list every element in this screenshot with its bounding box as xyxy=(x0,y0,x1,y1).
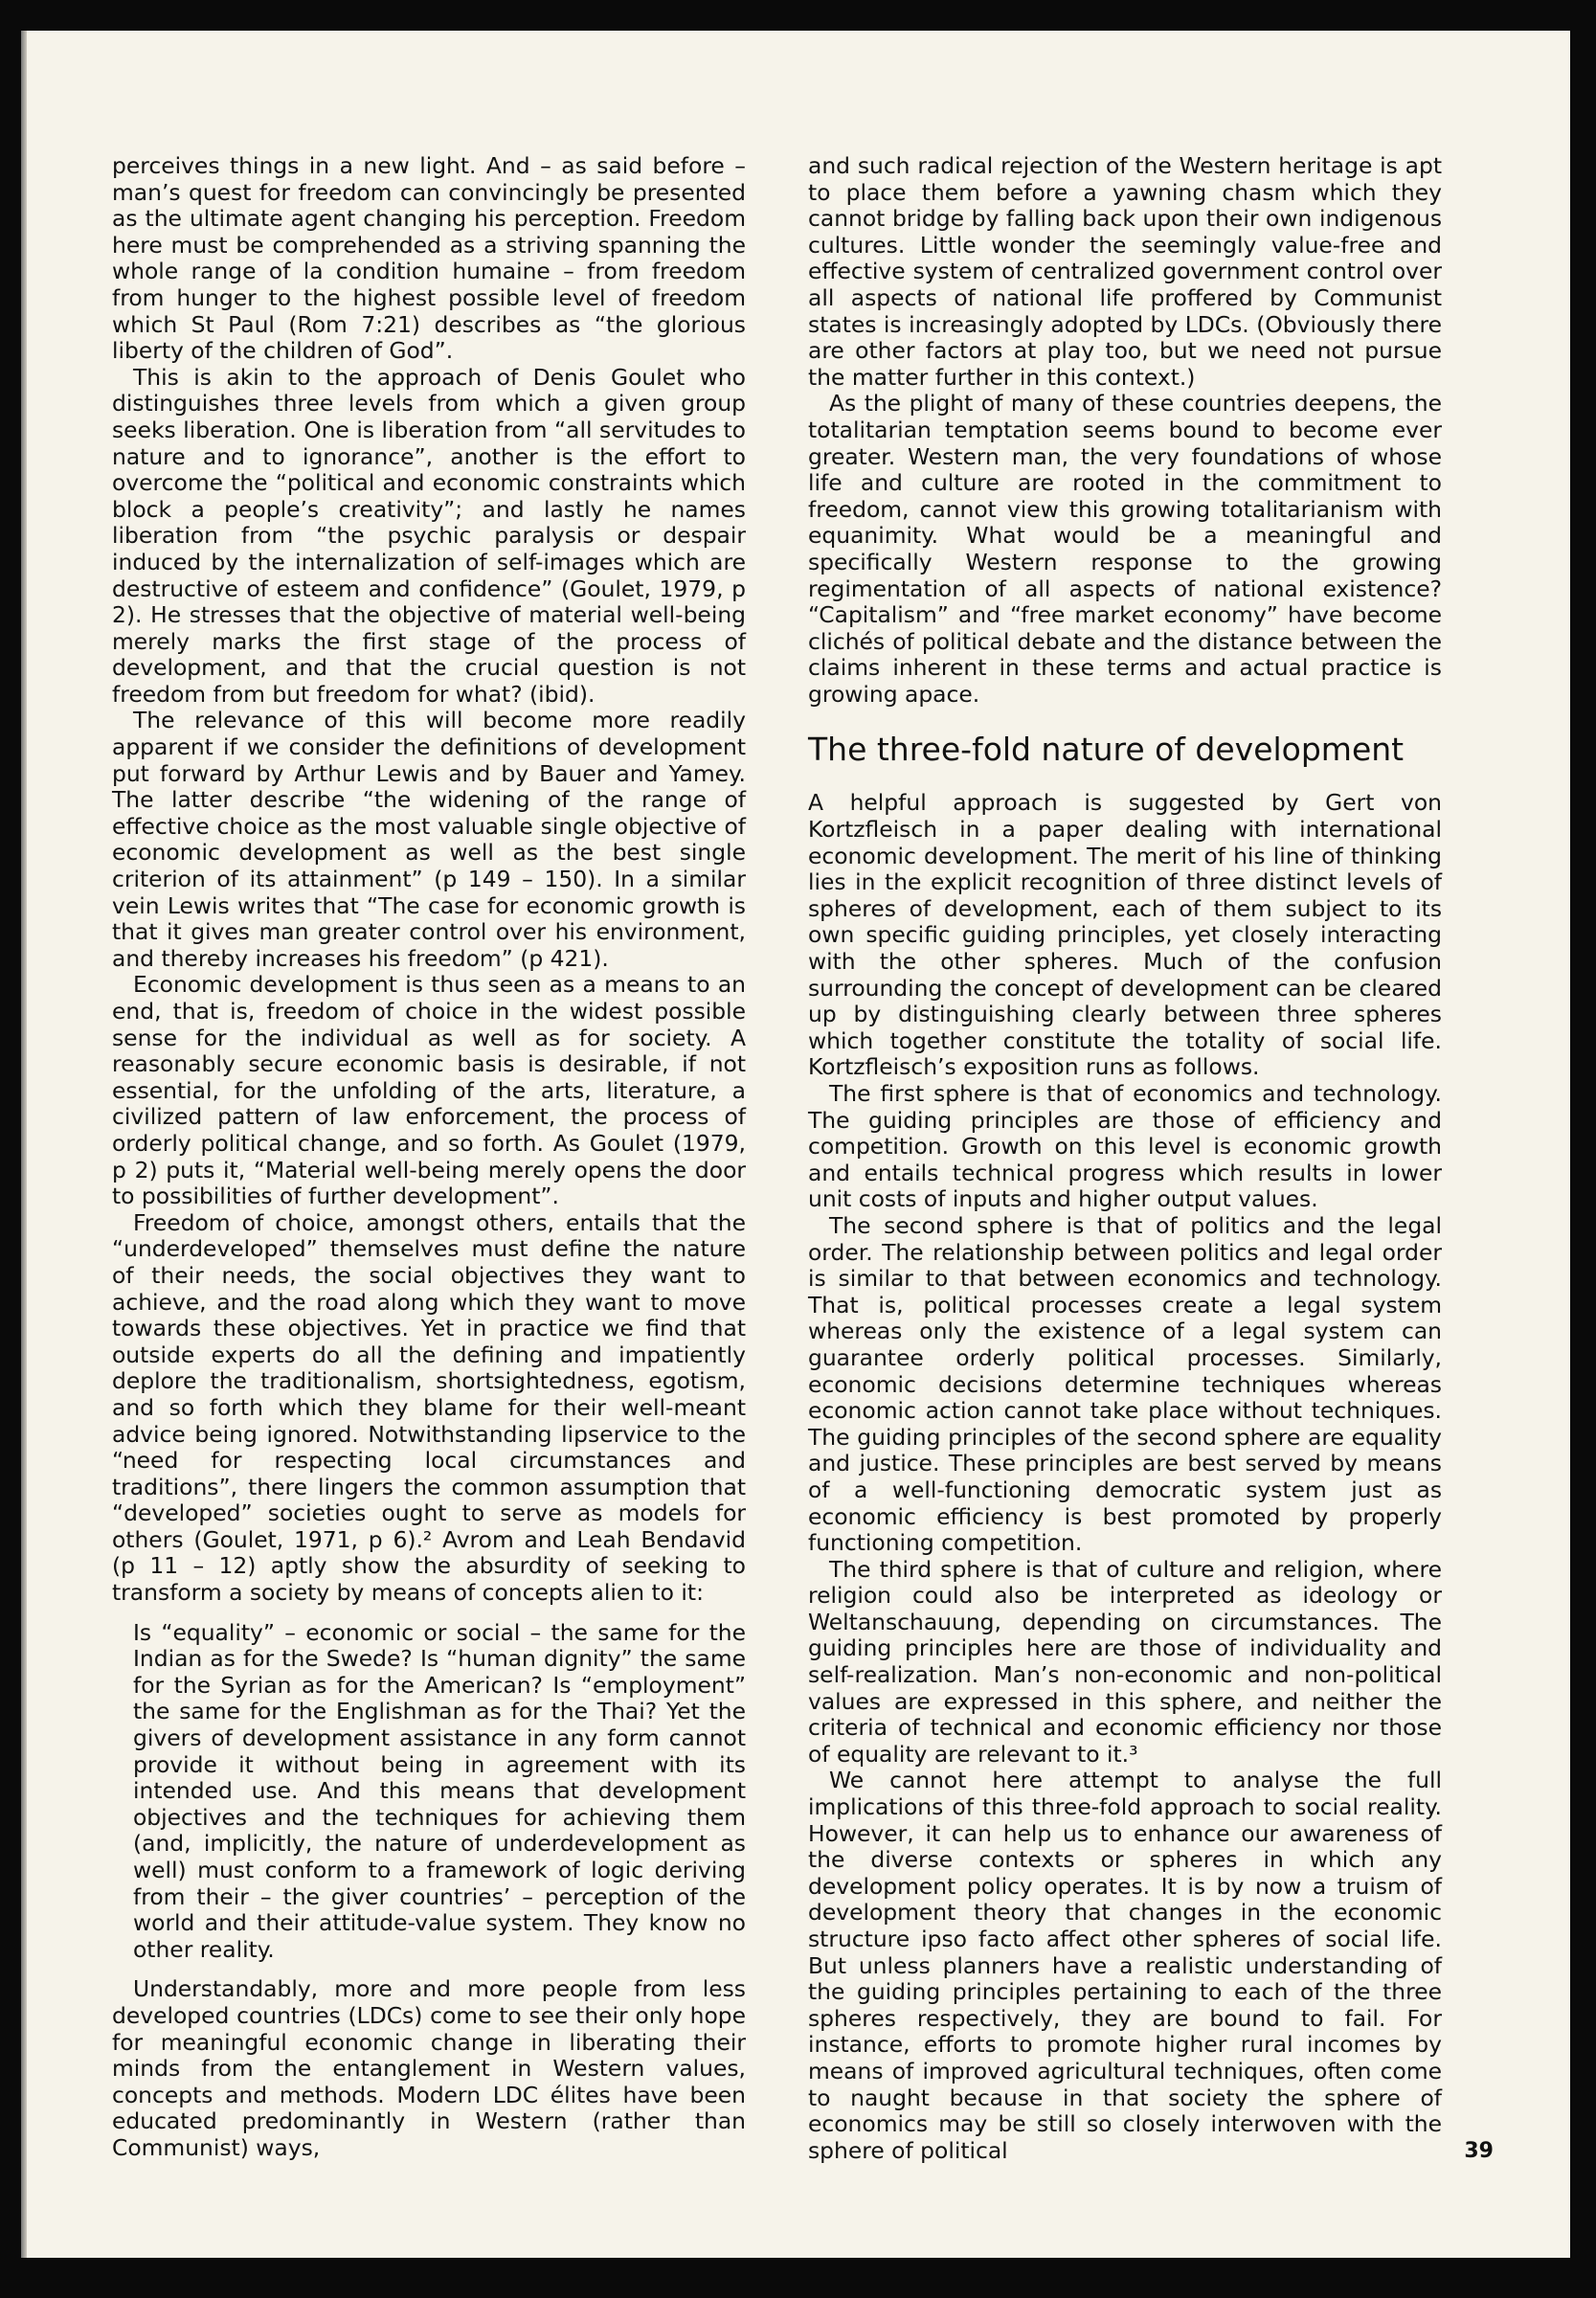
block-quote xyxy=(133,1620,746,1964)
right-column xyxy=(808,153,1442,2164)
left-paragraph-1: perceives things in a new light. And – as said before – man’s quest for freedom can convincingly be presented as the ultimate agent changing his perception. Freedom here must be comprehended as a striving spanning the whole range of la condition humaine – from freedom from hunger to the highest possible level of freedom which St Paul (Rom 7:21) describes as “the glorious liberty of the children of God”. xyxy=(112,152,746,365)
right-paragraph-1: and such radical rejection of the Western heritage is apt to place them before a yawning chasm which they cannot bridge by falling back upon their own indigenous cultures. Little wonder the seemingly value-free and effective system of centralized government control over all aspects of national life proffered by Communist states is increasingly adopted by LDCs. (Obviously there are other factors at play too, but we need not pursue the matter further in this context.) xyxy=(808,152,1442,391)
right-paragraph-2: As the plight of many of these countries deepens, the totalitarian temptation seems bound to become ever greater. Western man, the very foundations of whose life and culture are rooted in the commitment to freedom, cannot view this growing totalitarianism with equanimity. What would be a meaningful and specifically Western response to the growing regimentation of all aspects of national existence? “Capitalism” and “free market economy” have become clichés of political debate and the distance between the claims inherent in these terms and actual practice is growing apace. xyxy=(808,390,1442,708)
left-paragraph-5: Freedom of choice, amongst others, entails that the “underdeveloped” themselves must define the nature of their needs, the social objectives they want to achieve, and the road along which they want to move towards these objectives. Yet in practice we find that outside experts do all the defining and impatiently deplore the traditionalism, shortsightedness, egotism, and so forth which they blame for their well-meant advice being ignored. Notwithstanding lipservice to the “need for respecting local circumstances and traditions”, there lingers the common assumption that “developed” societies ought to serve as models for others (Goulet, 1971, p 6).² Avrom and Leah Bendavid (p 11 – 12) aptly show the absurdity of seeking to transform a society by means of concepts alien to it: xyxy=(112,1208,746,1607)
right-paragraph-5: The second sphere is that of politics and the legal order. The relationship between politics and legal order is similar to that between economics and technology. That is, political processes create a legal system whereas only the existence of a legal system can guarantee orderly political processes. Similarly, economic decisions determine techniques whereas economic action cannot take place without techniques. The guiding principles of the second sphere are equality and justice. These principles are best served by means of a well-functioning democratic system just as economic efficiency is best promoted by properly functioning competition. xyxy=(808,1211,1442,1557)
section-heading: The three-fold nature of development xyxy=(808,731,1405,769)
left-column xyxy=(112,153,746,2162)
left-paragraph-3: The relevance of this will become more readily apparent if we consider the definitions of development put forward by Arthur Lewis and by Bauer and Yamey. The latter describe “the widening of the range of effective choice as the most valuable single objective of economic development as well as the best single criterion of its attainment” (p 149 – 150). In a similar vein Lewis writes that “The case for economic growth is that it gives man greater control over his environment, and thereby increases his freedom” (p 421). xyxy=(112,707,746,972)
block-quote-text: Is “equality” – economic or social – the same for the Indian as for the Swede? Is “human dignity” the same for the Syrian as for the American? Is “employment” the same for the Englishman as for the Thai? Yet the givers of development assistance in any form cannot provide it without being in agreement with its intended use. And this means that development objectives and the techniques for achieving them (and, implicitly, the nature of underdevelopment as well) must conform to a framework of logic deriving from their – the giver countries’ – perception of the world and their attitude-value system. They know no other reality. xyxy=(133,1618,746,1963)
page-number: 39 xyxy=(1464,2139,1494,2163)
left-paragraph-4: Economic development is thus seen as a means to an end, that is, freedom of choice in the widest possible sense for the individual as well as for society. A reasonably secure economic basis is desirable, if not essential, for the unfolding of the arts, literature, a civilized pattern of law enforcement, the process of orderly political change, and so forth. As Goulet (1979, p 2) puts it, “Material well-being merely opens the door to possibilities of further development”. xyxy=(112,971,746,1210)
page-spine-shadow xyxy=(21,31,27,2258)
left-paragraph-6: Understandably, more and more people from less developed countries (LDCs) come to see their only hope for meaningful economic change in liberating their minds from the entanglement in Western values, concepts and methods. Modern LDC élites have been educated predominantly in Western (rather than Communist) ways, xyxy=(112,1975,746,2161)
left-paragraph-2: This is akin to the approach of Denis Goulet who distinguishes three levels from which a given group seeks liberation. One is liberation from “all servitudes to nature and to ignorance”, another is the effort to overcome the “political and economic constraints which block a people’s creativity”; and lastly he names liberation from “the psychic paralysis or despair induced by the internalization of self-images which are destructive of esteem and confidence” (Goulet, 1979, p 2). He stresses that the objective of material well-being merely marks the first stage of the process of development, and that the crucial question is not freedom from but freedom for what? (ibid). xyxy=(112,363,746,708)
right-paragraph-3: A helpful approach is suggested by Gert von Kortzfleisch in a paper dealing with international economic development. The merit of his line of thinking lies in the explicit recognition of three distinct levels of spheres of development, each of them subject to its own specific guiding principles, yet closely interacting with the other spheres. Much of the confusion surrounding the concept of development can be cleared up by distinguishing clearly between three spheres which together constitute the totality of social life. Kortzfleisch’s exposition runs as follows. xyxy=(808,789,1442,1081)
right-paragraph-4: The first sphere is that of economics and technology. The guiding principles are those of efficiency and competition. Growth on this level is economic growth and entails technical progress which results in lower unit costs of inputs and higher output values. xyxy=(808,1080,1442,1213)
right-paragraph-7: We cannot here attempt to analyse the full implications of this three-fold approach to social reality. However, it can help us to enhance our awareness of the diverse contexts or spheres in which any development policy operates. It is by now a truism of development theory that changes in the economic structure ipso facto affect other spheres of social life. But unless planners have a realistic understanding of the guiding principles pertaining to each of the three spheres respectively, they are bound to fail. For instance, efforts to promote higher rural incomes by means of improved agricultural techniques, often come to naught because in that society the sphere of economics may be still so closely interwoven with the sphere of political xyxy=(808,1767,1442,2164)
document-page xyxy=(21,31,1570,2258)
right-paragraph-6: The third sphere is that of culture and religion, where religion could also be interpreted as ideology or Weltanschauung, depending on circumstances. The guiding principles here are those of individuality and self-realization. Man’s non-economic and non-political values are expressed in this sphere, and neither the criteria of technical and economic efficiency nor those of equality are relevant to it.³ xyxy=(808,1555,1442,1768)
